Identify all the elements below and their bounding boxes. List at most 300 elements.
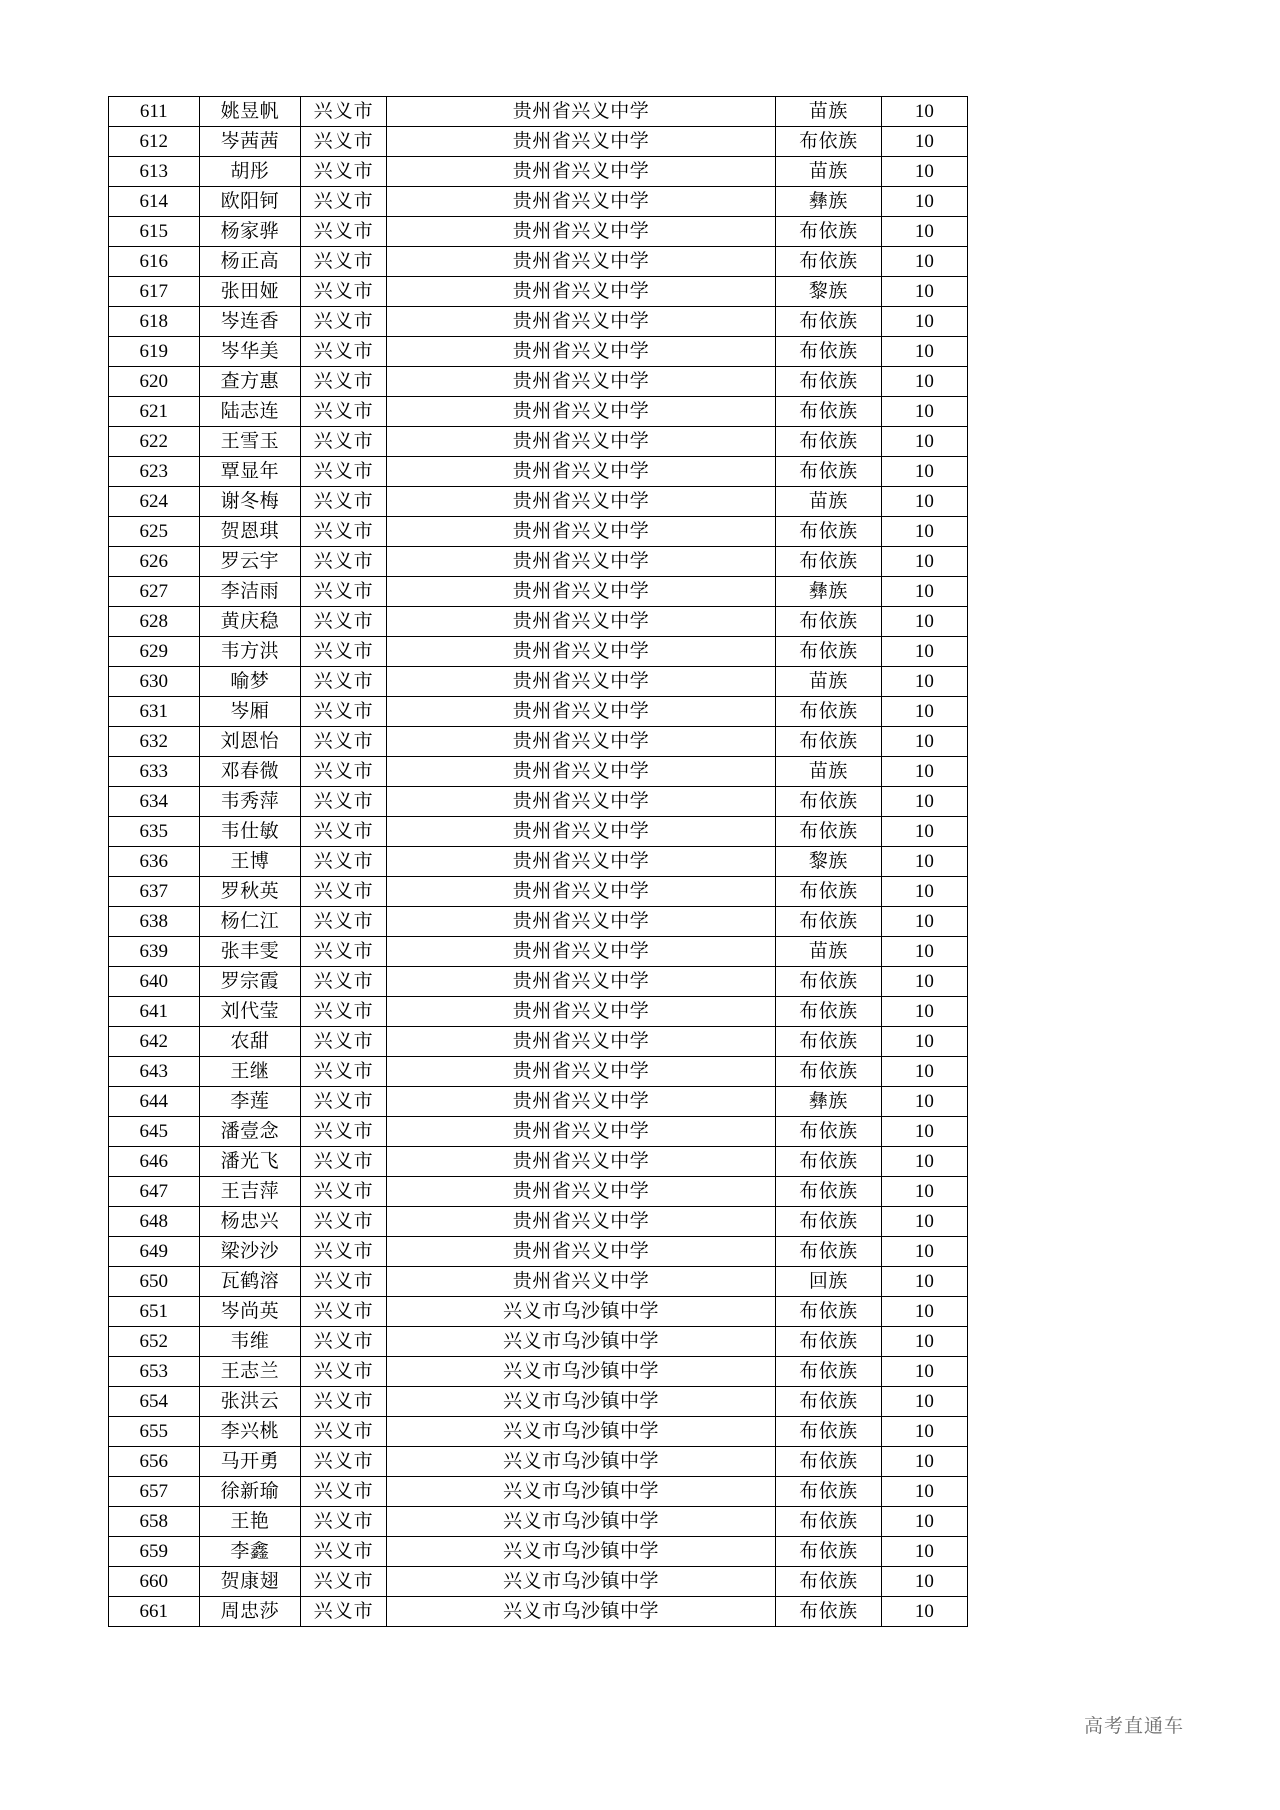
row-bonus-score: 10 — [881, 1147, 967, 1177]
row-sequence: 640 — [109, 967, 200, 997]
row-student-name: 岑茜茜 — [199, 127, 301, 157]
row-sequence: 634 — [109, 787, 200, 817]
row-student-name: 瓦鹤溶 — [199, 1267, 301, 1297]
row-sequence: 647 — [109, 1177, 200, 1207]
row-school: 贵州省兴义中学 — [387, 577, 776, 607]
row-city: 兴义市 — [301, 697, 387, 727]
row-sequence: 625 — [109, 517, 200, 547]
row-ethnicity: 布依族 — [775, 307, 881, 337]
row-sequence: 645 — [109, 1117, 200, 1147]
row-school: 兴义市乌沙镇中学 — [387, 1477, 776, 1507]
row-city: 兴义市 — [301, 1447, 387, 1477]
row-sequence: 633 — [109, 757, 200, 787]
row-school: 贵州省兴义中学 — [387, 1177, 776, 1207]
row-student-name: 王吉萍 — [199, 1177, 301, 1207]
table-row — [109, 547, 968, 577]
row-ethnicity: 布依族 — [775, 1207, 881, 1237]
row-city: 兴义市 — [301, 967, 387, 997]
row-student-name: 韦秀萍 — [199, 787, 301, 817]
table-row — [109, 757, 968, 787]
row-sequence: 657 — [109, 1477, 200, 1507]
row-sequence: 655 — [109, 1417, 200, 1447]
row-bonus-score: 10 — [881, 907, 967, 937]
row-city: 兴义市 — [301, 847, 387, 877]
row-sequence: 659 — [109, 1537, 200, 1567]
row-sequence: 612 — [109, 127, 200, 157]
table-row — [109, 1267, 968, 1297]
row-student-name: 李莲 — [199, 1087, 301, 1117]
table-row — [109, 1087, 968, 1117]
row-sequence: 623 — [109, 457, 200, 487]
table-row — [109, 1147, 968, 1177]
row-sequence: 611 — [109, 97, 200, 127]
row-ethnicity: 苗族 — [775, 937, 881, 967]
row-bonus-score: 10 — [881, 1357, 967, 1387]
row-city: 兴义市 — [301, 1357, 387, 1387]
row-student-name: 王博 — [199, 847, 301, 877]
row-ethnicity: 布依族 — [775, 1177, 881, 1207]
row-school: 贵州省兴义中学 — [387, 607, 776, 637]
row-sequence: 618 — [109, 307, 200, 337]
roster-table — [108, 96, 968, 1627]
row-student-name: 胡彤 — [199, 157, 301, 187]
row-sequence: 658 — [109, 1507, 200, 1537]
row-student-name: 杨家骅 — [199, 217, 301, 247]
row-sequence: 639 — [109, 937, 200, 967]
row-ethnicity: 苗族 — [775, 667, 881, 697]
row-ethnicity: 布依族 — [775, 607, 881, 637]
row-ethnicity: 布依族 — [775, 637, 881, 667]
table-row — [109, 127, 968, 157]
row-student-name: 贺恩琪 — [199, 517, 301, 547]
row-school: 贵州省兴义中学 — [387, 877, 776, 907]
row-school: 贵州省兴义中学 — [387, 187, 776, 217]
watermark-label: 高考直通车 — [1083, 1716, 1184, 1737]
table-row — [109, 1537, 968, 1567]
table-row — [109, 427, 968, 457]
row-city: 兴义市 — [301, 1147, 387, 1177]
row-bonus-score: 10 — [881, 697, 967, 727]
row-student-name: 杨仁江 — [199, 907, 301, 937]
row-city: 兴义市 — [301, 337, 387, 367]
row-school: 贵州省兴义中学 — [387, 1117, 776, 1147]
row-city: 兴义市 — [301, 1027, 387, 1057]
row-bonus-score: 10 — [881, 127, 967, 157]
row-student-name: 陆志连 — [199, 397, 301, 427]
row-bonus-score: 10 — [881, 967, 967, 997]
row-bonus-score: 10 — [881, 187, 967, 217]
row-student-name: 王雪玉 — [199, 427, 301, 457]
row-sequence: 644 — [109, 1087, 200, 1117]
row-sequence: 643 — [109, 1057, 200, 1087]
row-ethnicity: 布依族 — [775, 367, 881, 397]
row-school: 贵州省兴义中学 — [387, 157, 776, 187]
row-bonus-score: 10 — [881, 397, 967, 427]
row-bonus-score: 10 — [881, 367, 967, 397]
row-ethnicity: 布依族 — [775, 1567, 881, 1597]
row-city: 兴义市 — [301, 1417, 387, 1447]
row-school: 兴义市乌沙镇中学 — [387, 1507, 776, 1537]
row-bonus-score: 10 — [881, 247, 967, 277]
row-school: 贵州省兴义中学 — [387, 337, 776, 367]
row-school: 兴义市乌沙镇中学 — [387, 1417, 776, 1447]
row-sequence: 660 — [109, 1567, 200, 1597]
row-school: 贵州省兴义中学 — [387, 667, 776, 697]
table-row — [109, 1417, 968, 1447]
row-city: 兴义市 — [301, 1387, 387, 1417]
row-bonus-score: 10 — [881, 937, 967, 967]
row-ethnicity: 苗族 — [775, 757, 881, 787]
row-ethnicity: 布依族 — [775, 517, 881, 547]
table-row — [109, 697, 968, 727]
table-row — [109, 487, 968, 517]
row-bonus-score: 10 — [881, 1387, 967, 1417]
row-student-name: 杨正高 — [199, 247, 301, 277]
row-bonus-score: 10 — [881, 1537, 967, 1567]
row-city: 兴义市 — [301, 1237, 387, 1267]
row-ethnicity: 回族 — [775, 1267, 881, 1297]
row-student-name: 欧阳钶 — [199, 187, 301, 217]
row-city: 兴义市 — [301, 1267, 387, 1297]
table-row — [109, 967, 968, 997]
row-city: 兴义市 — [301, 1327, 387, 1357]
row-sequence: 613 — [109, 157, 200, 187]
row-student-name: 韦维 — [199, 1327, 301, 1357]
row-city: 兴义市 — [301, 1297, 387, 1327]
row-school: 贵州省兴义中学 — [387, 1147, 776, 1177]
row-student-name: 邓春微 — [199, 757, 301, 787]
row-school: 兴义市乌沙镇中学 — [387, 1387, 776, 1417]
row-bonus-score: 10 — [881, 547, 967, 577]
row-city: 兴义市 — [301, 997, 387, 1027]
row-bonus-score: 10 — [881, 847, 967, 877]
row-bonus-score: 10 — [881, 1567, 967, 1597]
row-ethnicity: 布依族 — [775, 727, 881, 757]
row-sequence: 615 — [109, 217, 200, 247]
row-ethnicity: 布依族 — [775, 697, 881, 727]
row-sequence: 646 — [109, 1147, 200, 1177]
row-bonus-score: 10 — [881, 877, 967, 907]
row-school: 贵州省兴义中学 — [387, 757, 776, 787]
row-school: 贵州省兴义中学 — [387, 97, 776, 127]
row-city: 兴义市 — [301, 1507, 387, 1537]
row-sequence: 627 — [109, 577, 200, 607]
row-ethnicity: 布依族 — [775, 1117, 881, 1147]
row-ethnicity: 布依族 — [775, 1597, 881, 1627]
row-ethnicity: 布依族 — [775, 1447, 881, 1477]
row-sequence: 630 — [109, 667, 200, 697]
row-ethnicity: 布依族 — [775, 1297, 881, 1327]
row-student-name: 王继 — [199, 1057, 301, 1087]
row-bonus-score: 10 — [881, 1207, 967, 1237]
row-sequence: 652 — [109, 1327, 200, 1357]
row-city: 兴义市 — [301, 877, 387, 907]
row-ethnicity: 布依族 — [775, 427, 881, 457]
row-city: 兴义市 — [301, 367, 387, 397]
row-school: 贵州省兴义中学 — [387, 397, 776, 427]
table-row — [109, 187, 968, 217]
row-sequence: 642 — [109, 1027, 200, 1057]
row-ethnicity: 布依族 — [775, 787, 881, 817]
row-city: 兴义市 — [301, 247, 387, 277]
row-bonus-score: 10 — [881, 1507, 967, 1537]
row-student-name: 梁沙沙 — [199, 1237, 301, 1267]
row-city: 兴义市 — [301, 97, 387, 127]
row-bonus-score: 10 — [881, 1117, 967, 1147]
table-row — [109, 877, 968, 907]
table-row — [109, 667, 968, 697]
table-row — [109, 907, 968, 937]
table-row — [109, 607, 968, 637]
row-sequence: 619 — [109, 337, 200, 367]
row-bonus-score: 10 — [881, 277, 967, 307]
row-school: 贵州省兴义中学 — [387, 1057, 776, 1087]
table-row — [109, 727, 968, 757]
row-city: 兴义市 — [301, 127, 387, 157]
row-school: 贵州省兴义中学 — [387, 457, 776, 487]
table-row — [109, 1177, 968, 1207]
row-ethnicity: 布依族 — [775, 1537, 881, 1567]
row-sequence: 641 — [109, 997, 200, 1027]
row-school: 兴义市乌沙镇中学 — [387, 1597, 776, 1627]
row-student-name: 韦方洪 — [199, 637, 301, 667]
table-row — [109, 157, 968, 187]
row-school: 贵州省兴义中学 — [387, 937, 776, 967]
row-ethnicity: 布依族 — [775, 1027, 881, 1057]
row-school: 贵州省兴义中学 — [387, 637, 776, 667]
row-student-name: 覃显年 — [199, 457, 301, 487]
row-student-name: 韦仕敏 — [199, 817, 301, 847]
row-school: 贵州省兴义中学 — [387, 1267, 776, 1297]
table-row — [109, 1447, 968, 1477]
row-student-name: 李兴桃 — [199, 1417, 301, 1447]
table-row — [109, 1057, 968, 1087]
table-row — [109, 817, 968, 847]
row-sequence: 637 — [109, 877, 200, 907]
row-city: 兴义市 — [301, 937, 387, 967]
row-student-name: 李鑫 — [199, 1537, 301, 1567]
row-student-name: 罗宗霞 — [199, 967, 301, 997]
row-city: 兴义市 — [301, 1567, 387, 1597]
row-ethnicity: 彝族 — [775, 187, 881, 217]
row-city: 兴义市 — [301, 817, 387, 847]
table-row — [109, 277, 968, 307]
row-sequence: 626 — [109, 547, 200, 577]
row-sequence: 656 — [109, 1447, 200, 1477]
row-ethnicity: 布依族 — [775, 1357, 881, 1387]
row-bonus-score: 10 — [881, 667, 967, 697]
table-row — [109, 517, 968, 547]
row-bonus-score: 10 — [881, 487, 967, 517]
row-ethnicity: 布依族 — [775, 127, 881, 157]
row-ethnicity: 布依族 — [775, 457, 881, 487]
row-city: 兴义市 — [301, 1117, 387, 1147]
row-bonus-score: 10 — [881, 1177, 967, 1207]
row-bonus-score: 10 — [881, 1057, 967, 1087]
row-ethnicity: 布依族 — [775, 997, 881, 1027]
row-city: 兴义市 — [301, 157, 387, 187]
row-ethnicity: 彝族 — [775, 1087, 881, 1117]
roster-table-container — [108, 96, 968, 1627]
row-school: 贵州省兴义中学 — [387, 517, 776, 547]
row-sequence: 636 — [109, 847, 200, 877]
row-ethnicity: 黎族 — [775, 277, 881, 307]
row-student-name: 岑连香 — [199, 307, 301, 337]
row-sequence: 648 — [109, 1207, 200, 1237]
row-bonus-score: 10 — [881, 727, 967, 757]
row-bonus-score: 10 — [881, 1597, 967, 1627]
row-city: 兴义市 — [301, 547, 387, 577]
row-student-name: 岑厢 — [199, 697, 301, 727]
row-student-name: 喻梦 — [199, 667, 301, 697]
row-city: 兴义市 — [301, 1087, 387, 1117]
row-ethnicity: 布依族 — [775, 337, 881, 367]
row-student-name: 王艳 — [199, 1507, 301, 1537]
table-row — [109, 397, 968, 427]
row-sequence: 635 — [109, 817, 200, 847]
table-row — [109, 1327, 968, 1357]
row-school: 兴义市乌沙镇中学 — [387, 1297, 776, 1327]
row-school: 贵州省兴义中学 — [387, 127, 776, 157]
row-sequence: 617 — [109, 277, 200, 307]
row-bonus-score: 10 — [881, 757, 967, 787]
row-bonus-score: 10 — [881, 1327, 967, 1357]
table-row — [109, 97, 968, 127]
table-row — [109, 577, 968, 607]
row-student-name: 张田娅 — [199, 277, 301, 307]
row-ethnicity: 彝族 — [775, 577, 881, 607]
row-school: 兴义市乌沙镇中学 — [387, 1447, 776, 1477]
row-sequence: 621 — [109, 397, 200, 427]
row-student-name: 岑尚英 — [199, 1297, 301, 1327]
row-sequence: 629 — [109, 637, 200, 667]
row-sequence: 631 — [109, 697, 200, 727]
row-bonus-score: 10 — [881, 577, 967, 607]
row-school: 贵州省兴义中学 — [387, 907, 776, 937]
row-student-name: 姚昱帆 — [199, 97, 301, 127]
row-city: 兴义市 — [301, 277, 387, 307]
row-student-name: 刘代莹 — [199, 997, 301, 1027]
table-row — [109, 1237, 968, 1267]
row-school: 兴义市乌沙镇中学 — [387, 1567, 776, 1597]
row-ethnicity: 黎族 — [775, 847, 881, 877]
row-ethnicity: 布依族 — [775, 1237, 881, 1267]
row-city: 兴义市 — [301, 1477, 387, 1507]
row-city: 兴义市 — [301, 757, 387, 787]
row-city: 兴义市 — [301, 457, 387, 487]
row-city: 兴义市 — [301, 577, 387, 607]
row-school: 贵州省兴义中学 — [387, 847, 776, 877]
row-ethnicity: 布依族 — [775, 1147, 881, 1177]
row-bonus-score: 10 — [881, 1237, 967, 1267]
row-sequence: 620 — [109, 367, 200, 397]
row-ethnicity: 布依族 — [775, 817, 881, 847]
table-row — [109, 367, 968, 397]
row-ethnicity: 布依族 — [775, 217, 881, 247]
row-city: 兴义市 — [301, 607, 387, 637]
row-ethnicity: 布依族 — [775, 1057, 881, 1087]
row-sequence: 654 — [109, 1387, 200, 1417]
row-ethnicity: 布依族 — [775, 907, 881, 937]
row-bonus-score: 10 — [881, 1267, 967, 1297]
table-row — [109, 307, 968, 337]
row-sequence: 653 — [109, 1357, 200, 1387]
row-city: 兴义市 — [301, 217, 387, 247]
table-row — [109, 997, 968, 1027]
row-bonus-score: 10 — [881, 1027, 967, 1057]
table-row — [109, 1477, 968, 1507]
row-bonus-score: 10 — [881, 1297, 967, 1327]
row-school: 贵州省兴义中学 — [387, 1087, 776, 1117]
row-bonus-score: 10 — [881, 1447, 967, 1477]
row-school: 贵州省兴义中学 — [387, 727, 776, 757]
table-row — [109, 1357, 968, 1387]
row-school: 贵州省兴义中学 — [387, 817, 776, 847]
row-bonus-score: 10 — [881, 337, 967, 367]
row-city: 兴义市 — [301, 1207, 387, 1237]
row-city: 兴义市 — [301, 1537, 387, 1567]
row-ethnicity: 布依族 — [775, 1387, 881, 1417]
row-ethnicity: 布依族 — [775, 397, 881, 427]
row-city: 兴义市 — [301, 187, 387, 217]
row-city: 兴义市 — [301, 1057, 387, 1087]
row-sequence: 661 — [109, 1597, 200, 1627]
row-bonus-score: 10 — [881, 1477, 967, 1507]
row-sequence: 638 — [109, 907, 200, 937]
row-school: 贵州省兴义中学 — [387, 247, 776, 277]
row-student-name: 罗云宇 — [199, 547, 301, 577]
row-ethnicity: 布依族 — [775, 1507, 881, 1537]
row-school: 贵州省兴义中学 — [387, 697, 776, 727]
row-ethnicity: 布依族 — [775, 877, 881, 907]
row-school: 贵州省兴义中学 — [387, 967, 776, 997]
table-row — [109, 247, 968, 277]
row-student-name: 岑华美 — [199, 337, 301, 367]
row-bonus-score: 10 — [881, 97, 967, 127]
row-student-name: 徐新瑜 — [199, 1477, 301, 1507]
row-student-name: 张洪云 — [199, 1387, 301, 1417]
row-ethnicity: 布依族 — [775, 1477, 881, 1507]
row-school: 贵州省兴义中学 — [387, 1237, 776, 1267]
row-student-name: 刘恩怡 — [199, 727, 301, 757]
row-sequence: 616 — [109, 247, 200, 277]
row-student-name: 农甜 — [199, 1027, 301, 1057]
row-school: 贵州省兴义中学 — [387, 547, 776, 577]
row-school: 贵州省兴义中学 — [387, 1207, 776, 1237]
row-city: 兴义市 — [301, 1597, 387, 1627]
row-school: 贵州省兴义中学 — [387, 217, 776, 247]
row-student-name: 罗秋英 — [199, 877, 301, 907]
row-school: 贵州省兴义中学 — [387, 277, 776, 307]
row-city: 兴义市 — [301, 427, 387, 457]
row-bonus-score: 10 — [881, 1087, 967, 1117]
row-sequence: 622 — [109, 427, 200, 457]
row-city: 兴义市 — [301, 907, 387, 937]
row-sequence: 614 — [109, 187, 200, 217]
row-bonus-score: 10 — [881, 607, 967, 637]
row-sequence: 632 — [109, 727, 200, 757]
row-student-name: 黄庆稳 — [199, 607, 301, 637]
row-student-name: 王志兰 — [199, 1357, 301, 1387]
row-ethnicity: 布依族 — [775, 967, 881, 997]
row-city: 兴义市 — [301, 787, 387, 817]
row-bonus-score: 10 — [881, 997, 967, 1027]
table-row — [109, 1207, 968, 1237]
row-ethnicity: 苗族 — [775, 97, 881, 127]
row-bonus-score: 10 — [881, 517, 967, 547]
row-school: 贵州省兴义中学 — [387, 487, 776, 517]
table-row — [109, 1507, 968, 1537]
